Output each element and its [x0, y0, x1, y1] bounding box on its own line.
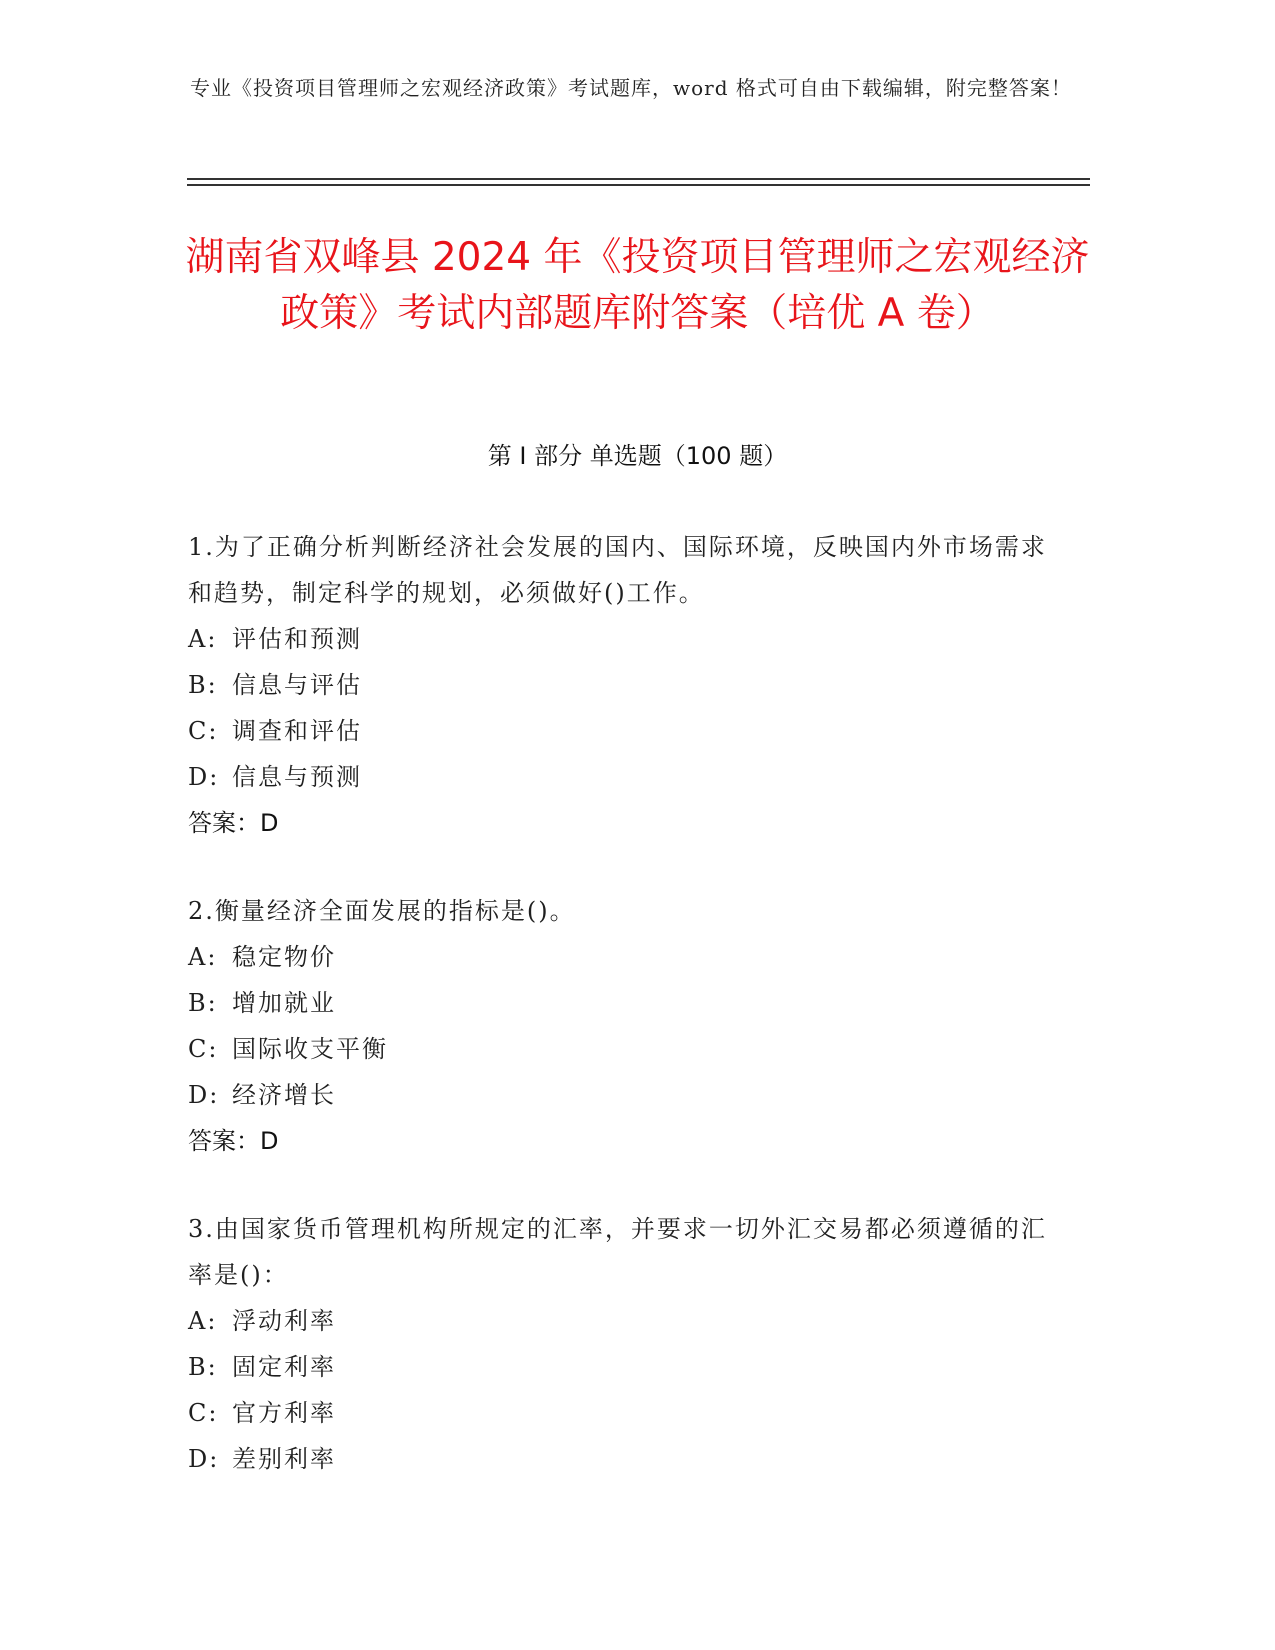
option-letter: A: [188, 625, 218, 653]
document-title: 湖南省双峰县 2024 年《投资项目管理师之宏观经济政策》考试内部题库附答案（培优 A 卷） [185, 235, 1090, 336]
option-b [188, 1344, 1068, 1390]
header-divider-bottom [187, 184, 1090, 186]
header-divider-top [187, 178, 1090, 180]
question-3 [188, 1206, 1068, 1482]
option-text: 固定利率 [232, 1353, 336, 1381]
section-title: 第 I 部分 单选题（100 题） [487, 442, 788, 470]
option-letter: C: [188, 717, 219, 745]
option-text: 增加就业 [232, 989, 336, 1017]
option-text: 差别利率 [232, 1445, 336, 1473]
option-text: 官方利率 [232, 1399, 336, 1427]
option-text: 调查和评估 [232, 717, 362, 745]
option-letter: A: [188, 1307, 218, 1335]
option-letter: B: [188, 671, 218, 699]
option-c [188, 1390, 1068, 1436]
option-text: 稳定物价 [232, 943, 336, 971]
option-a [188, 934, 1068, 980]
option-text: 评估和预测 [232, 625, 362, 653]
option-letter: D: [188, 1081, 220, 1109]
header-note: 专业《投资项目管理师之宏观经济政策》考试题库，word 格式可自由下载编辑，附完整答案！ [190, 76, 1072, 100]
question-stem: 3.由国家货币管理机构所规定的汇率，并要求一切外汇交易都必须遵循的汇率是()： [188, 1215, 1047, 1289]
option-c [188, 708, 1068, 754]
question-1 [188, 524, 1068, 846]
option-text: 经济增长 [232, 1081, 336, 1109]
option-letter: B: [188, 989, 218, 1017]
question-2 [188, 888, 1068, 1164]
option-text: 国际收支平衡 [232, 1035, 388, 1063]
option-d [188, 1072, 1068, 1118]
option-d [188, 1436, 1068, 1482]
option-a [188, 616, 1068, 662]
question-stem: 1.为了正确分析判断经济社会发展的国内、国际环境，反映国内外市场需求和趋势，制定科学的规划，必须做好()工作。 [188, 533, 1047, 607]
option-d [188, 754, 1068, 800]
option-b [188, 980, 1068, 1026]
option-letter: C: [188, 1035, 219, 1063]
option-text: 信息与评估 [232, 671, 362, 699]
option-letter: D: [188, 763, 220, 791]
question-stem: 2.衡量经济全面发展的指标是()。 [188, 897, 576, 925]
option-text: 浮动利率 [232, 1307, 336, 1335]
answer: 答案：D [188, 809, 279, 837]
option-letter: A: [188, 943, 218, 971]
option-letter: C: [188, 1399, 219, 1427]
option-text: 信息与预测 [232, 763, 362, 791]
option-letter: D: [188, 1445, 220, 1473]
option-b [188, 662, 1068, 708]
option-letter: B: [188, 1353, 218, 1381]
answer: 答案：D [188, 1127, 279, 1155]
option-a [188, 1298, 1068, 1344]
question-list [188, 524, 1068, 1524]
option-c [188, 1026, 1068, 1072]
